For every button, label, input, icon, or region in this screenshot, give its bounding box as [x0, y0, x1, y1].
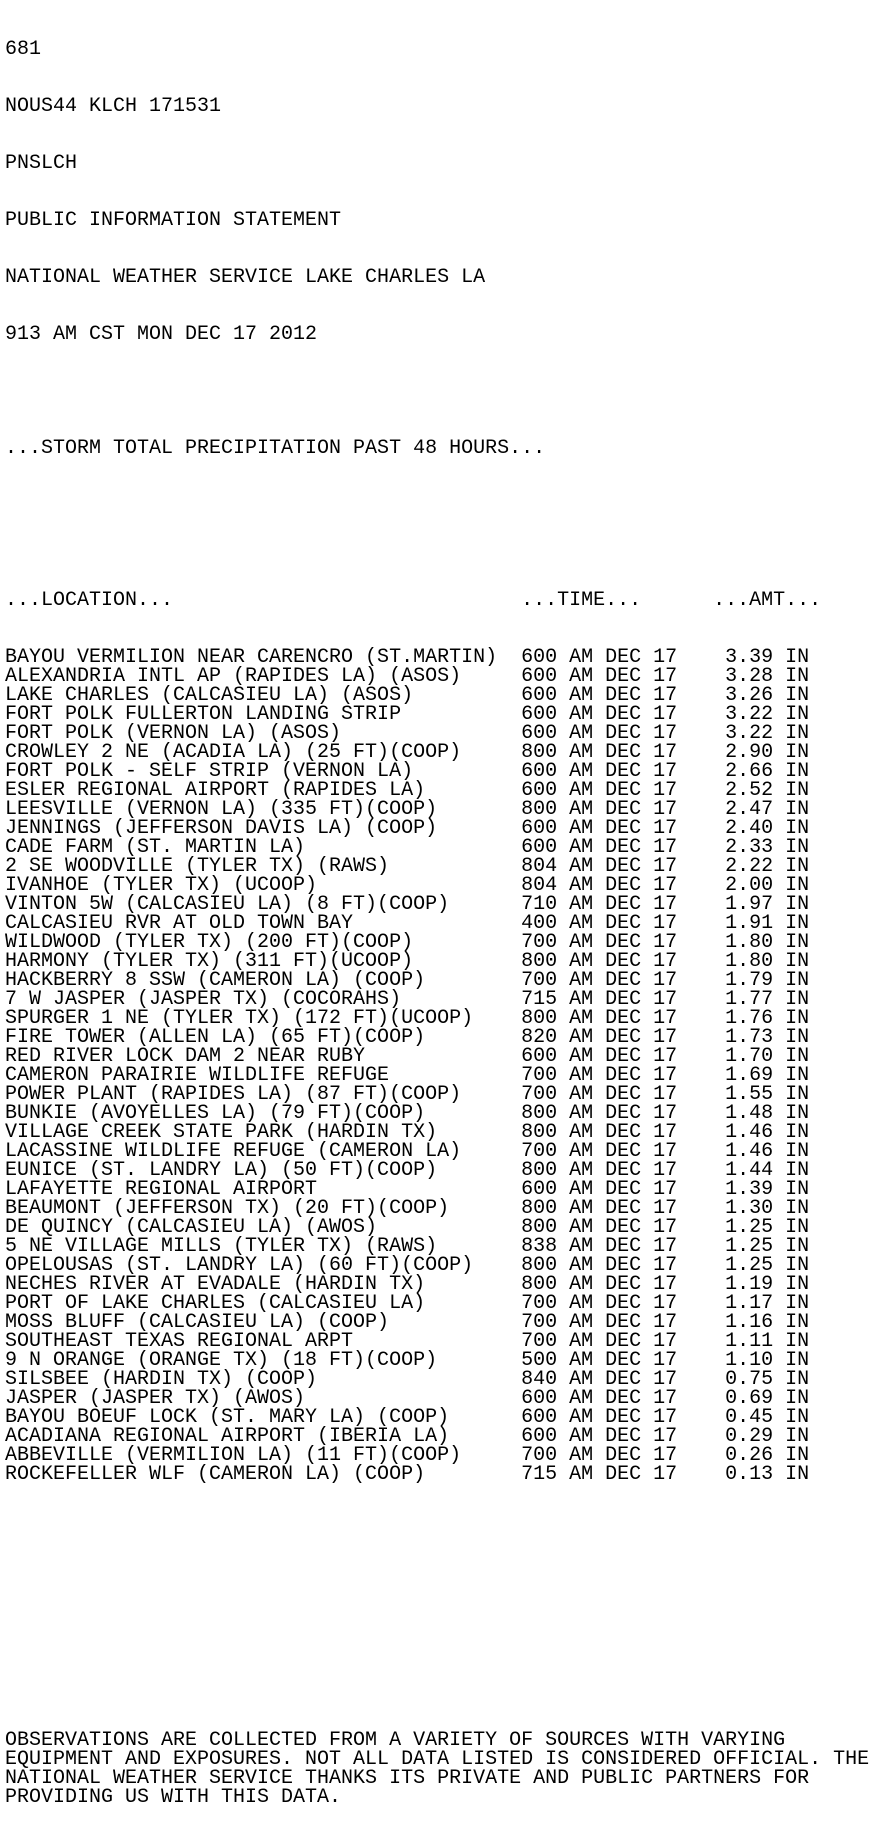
table-header-row — [5, 591, 873, 610]
awips-id: PNSLCH — [5, 152, 78, 175]
location-cell: JASPER (JASPER TX) (AWOS) — [5, 1387, 306, 1410]
disclaimer-line: OBSERVATIONS ARE COLLECTED FROM A VARIETY OF SOURCES WITH VARYING — [5, 1729, 786, 1752]
location-cell: BUNKIE (AVOYELLES LA) (79 FT)(COOP) — [5, 1102, 426, 1125]
spacer — [5, 1560, 873, 1579]
product-id: 681 — [5, 38, 42, 61]
location-cell: LAFAYETTE REGIONAL AIRPORT — [5, 1178, 318, 1201]
spacer — [5, 1674, 873, 1693]
location-cell: LACASSINE WILDLIFE REFUGE (CAMERON LA) — [5, 1140, 462, 1163]
amount-cell: 1.11 IN — [725, 1330, 810, 1353]
amount-cell: 2.22 IN — [725, 855, 810, 878]
time-cell: 840 AM DEC 17 — [521, 1368, 678, 1391]
disclaimer — [5, 1731, 873, 1807]
amount-cell: 2.00 IN — [725, 874, 810, 897]
amount-cell: 0.75 IN — [725, 1368, 810, 1391]
location-cell: SILSBEE (HARDIN TX) (COOP) — [5, 1368, 318, 1391]
disclaimer-line: EQUIPMENT AND EXPOSURES. NOT ALL DATA LISTED IS CONSIDERED OFFICIAL. THE — [5, 1748, 870, 1771]
time-cell: 804 AM DEC 17 — [521, 874, 678, 897]
amount-cell: 1.73 IN — [725, 1026, 810, 1049]
time-cell: 700 AM DEC 17 — [521, 1083, 678, 1106]
location-cell: ALEXANDRIA INTL AP (RAPIDES LA) (ASOS) — [5, 665, 462, 688]
location-cell: ROCKEFELLER WLF (CAMERON LA) (COOP) — [5, 1463, 426, 1486]
amount-cell: 2.90 IN — [725, 741, 810, 764]
section-title: ...STORM TOTAL PRECIPITATION PAST 48 HOURS... — [5, 437, 546, 460]
time-cell: 800 AM DEC 17 — [521, 1121, 678, 1144]
amount-cell: 1.79 IN — [725, 969, 810, 992]
amount-cell: 1.97 IN — [725, 893, 810, 916]
time-cell: 600 AM DEC 17 — [521, 1406, 678, 1429]
disclaimer-line: NATIONAL WEATHER SERVICE THANKS ITS PRIVATE AND PUBLIC PARTNERS FOR — [5, 1767, 810, 1790]
location-cell: BAYOU VERMILION NEAR CARENCRO (ST.MARTIN) — [5, 646, 498, 669]
amount-cell: 1.55 IN — [725, 1083, 810, 1106]
location-cell: 5 NE VILLAGE MILLS (TYLER TX) (RAWS) — [5, 1235, 438, 1258]
amount-cell: 1.46 IN — [725, 1140, 810, 1163]
location-cell: VINTON 5W (CALCASIEU LA) (8 FT)(COOP) — [5, 893, 450, 916]
amount-cell: 1.69 IN — [725, 1064, 810, 1087]
location-cell: CAMERON PARAIRIE WILDLIFE REFUGE — [5, 1064, 390, 1087]
time-cell: 600 AM DEC 17 — [521, 703, 678, 726]
amount-cell: 1.80 IN — [725, 931, 810, 954]
product-title: PUBLIC INFORMATION STATEMENT — [5, 209, 342, 232]
time-cell: 600 AM DEC 17 — [521, 760, 678, 783]
time-cell: 800 AM DEC 17 — [521, 798, 678, 821]
location-cell: ACADIANA REGIONAL AIRPORT (IBERIA LA) — [5, 1425, 450, 1448]
time-cell: 700 AM DEC 17 — [521, 1311, 678, 1334]
amount-cell: 1.77 IN — [725, 988, 810, 1011]
time-cell: 700 AM DEC 17 — [521, 1292, 678, 1315]
time-cell: 710 AM DEC 17 — [521, 893, 678, 916]
location-cell: POWER PLANT (RAPIDES LA) (87 FT)(COOP) — [5, 1083, 462, 1106]
amount-cell: 1.16 IN — [725, 1311, 810, 1334]
location-cell: IVANHOE (TYLER TX) (UCOOP) — [5, 874, 318, 897]
amount-cell: 1.39 IN — [725, 1178, 810, 1201]
location-cell: BEAUMONT (JEFFERSON TX) (20 FT)(COOP) — [5, 1197, 450, 1220]
column-header-amount: ...AMT... — [713, 589, 822, 612]
time-cell: 600 AM DEC 17 — [521, 1425, 678, 1448]
time-cell: 838 AM DEC 17 — [521, 1235, 678, 1258]
location-cell: WILDWOOD (TYLER TX) (200 FT)(COOP) — [5, 931, 414, 954]
amount-cell: 1.19 IN — [725, 1273, 810, 1296]
amount-cell: 3.22 IN — [725, 722, 810, 745]
time-cell: 600 AM DEC 17 — [521, 1387, 678, 1410]
amount-cell: 1.80 IN — [725, 950, 810, 973]
amount-cell: 3.26 IN — [725, 684, 810, 707]
location-cell: SPURGER 1 NE (TYLER TX) (172 FT)(UCOOP) — [5, 1007, 474, 1030]
issuing-office: NATIONAL WEATHER SERVICE LAKE CHARLES LA — [5, 266, 486, 289]
location-cell: FORT POLK FULLERTON LANDING STRIP — [5, 703, 402, 726]
time-cell: 400 AM DEC 17 — [521, 912, 678, 935]
location-cell: ESLER REGIONAL AIRPORT (RAPIDES LA) — [5, 779, 426, 802]
time-cell: 820 AM DEC 17 — [521, 1026, 678, 1049]
time-cell: 600 AM DEC 17 — [521, 817, 678, 840]
column-header-time: ...TIME... — [521, 589, 642, 612]
time-cell: 700 AM DEC 17 — [521, 1444, 678, 1467]
time-cell: 600 AM DEC 17 — [521, 779, 678, 802]
spacer — [5, 382, 873, 401]
location-cell: 2 SE WOODVILLE (TYLER TX) (RAWS) — [5, 855, 390, 878]
time-cell: 800 AM DEC 17 — [521, 950, 678, 973]
time-cell: 804 AM DEC 17 — [521, 855, 678, 878]
amount-cell: 2.33 IN — [725, 836, 810, 859]
amount-cell: 0.45 IN — [725, 1406, 810, 1429]
location-cell: DE QUINCY (CALCASIEU LA) (AWOS) — [5, 1216, 378, 1239]
location-cell: EUNICE (ST. LANDRY LA) (50 FT)(COOP) — [5, 1159, 438, 1182]
amount-cell: 3.28 IN — [725, 665, 810, 688]
issue-time: 913 AM CST MON DEC 17 2012 — [5, 323, 318, 346]
time-cell: 600 AM DEC 17 — [521, 684, 678, 707]
time-cell: 800 AM DEC 17 — [521, 1159, 678, 1182]
location-cell: OPELOUSAS (ST. LANDRY LA) (60 FT)(COOP) — [5, 1254, 474, 1277]
time-cell: 600 AM DEC 17 — [521, 665, 678, 688]
amount-cell: 0.13 IN — [725, 1463, 810, 1486]
column-header-location: ...LOCATION... — [5, 589, 174, 612]
amount-cell: 2.40 IN — [725, 817, 810, 840]
amount-cell: 1.25 IN — [725, 1254, 810, 1277]
time-cell: 800 AM DEC 17 — [521, 1273, 678, 1296]
amount-cell: 1.91 IN — [725, 912, 810, 935]
amount-cell: 1.48 IN — [725, 1102, 810, 1125]
location-cell: HACKBERRY 8 SSW (CAMERON LA) (COOP) — [5, 969, 426, 992]
time-cell: 600 AM DEC 17 — [521, 646, 678, 669]
amount-cell: 1.25 IN — [725, 1235, 810, 1258]
location-cell: SOUTHEAST TEXAS REGIONAL ARPT — [5, 1330, 354, 1353]
time-cell: 700 AM DEC 17 — [521, 1330, 678, 1353]
location-cell: BAYOU BOEUF LOCK (ST. MARY LA) (COOP) — [5, 1406, 450, 1429]
location-cell: CROWLEY 2 NE (ACADIA LA) (25 FT)(COOP) — [5, 741, 462, 764]
location-cell: MOSS BLUFF (CALCASIEU LA) (COOP) — [5, 1311, 390, 1334]
time-cell: 600 AM DEC 17 — [521, 1045, 678, 1068]
location-cell: FIRE TOWER (ALLEN LA) (65 FT)(COOP) — [5, 1026, 426, 1049]
location-cell: 7 W JASPER (JASPER TX) (COCORAHS) — [5, 988, 402, 1011]
amount-cell: 0.29 IN — [725, 1425, 810, 1448]
time-cell: 500 AM DEC 17 — [521, 1349, 678, 1372]
time-cell: 600 AM DEC 17 — [521, 836, 678, 859]
spacer — [5, 1617, 873, 1636]
time-cell: 600 AM DEC 17 — [521, 722, 678, 745]
spacer — [5, 496, 873, 515]
amount-cell: 1.10 IN — [725, 1349, 810, 1372]
location-cell: CADE FARM (ST. MARTIN LA) — [5, 836, 306, 859]
location-cell: ABBEVILLE (VERMILION LA) (11 FT)(COOP) — [5, 1444, 462, 1467]
amount-cell: 0.26 IN — [725, 1444, 810, 1467]
time-cell: 715 AM DEC 17 — [521, 988, 678, 1011]
table-body — [5, 648, 873, 1484]
time-cell: 800 AM DEC 17 — [521, 741, 678, 764]
location-cell: LAKE CHARLES (CALCASIEU LA) (ASOS) — [5, 684, 414, 707]
disclaimer-line: PROVIDING US WITH THIS DATA. — [5, 1786, 342, 1809]
amount-cell: 3.39 IN — [725, 646, 810, 669]
location-cell: NECHES RIVER AT EVADALE (HARDIN TX) — [5, 1273, 426, 1296]
location-cell: FORT POLK (VERNON LA) (ASOS) — [5, 722, 342, 745]
amount-cell: 1.46 IN — [725, 1121, 810, 1144]
location-cell: 9 N ORANGE (ORANGE TX) (18 FT)(COOP) — [5, 1349, 438, 1372]
table-row — [5, 1465, 873, 1484]
amount-cell: 1.70 IN — [725, 1045, 810, 1068]
time-cell: 600 AM DEC 17 — [521, 1178, 678, 1201]
amount-cell: 1.17 IN — [725, 1292, 810, 1315]
amount-cell: 3.22 IN — [725, 703, 810, 726]
amount-cell: 0.69 IN — [725, 1387, 810, 1410]
location-cell: LEESVILLE (VERNON LA) (335 FT)(COOP) — [5, 798, 438, 821]
amount-cell: 2.47 IN — [725, 798, 810, 821]
time-cell: 700 AM DEC 17 — [521, 969, 678, 992]
time-cell: 800 AM DEC 17 — [521, 1216, 678, 1239]
time-cell: 800 AM DEC 17 — [521, 1007, 678, 1030]
time-cell: 800 AM DEC 17 — [521, 1102, 678, 1125]
amount-cell: 1.44 IN — [725, 1159, 810, 1182]
amount-cell: 2.52 IN — [725, 779, 810, 802]
location-cell: RED RIVER LOCK DAM 2 NEAR RUBY — [5, 1045, 366, 1068]
amount-cell: 1.25 IN — [725, 1216, 810, 1239]
time-cell: 700 AM DEC 17 — [521, 1140, 678, 1163]
location-cell: HARMONY (TYLER TX) (311 FT)(UCOOP) — [5, 950, 414, 973]
precipitation-table — [5, 553, 873, 1522]
amount-cell: 1.76 IN — [725, 1007, 810, 1030]
time-cell: 700 AM DEC 17 — [521, 931, 678, 954]
time-cell: 715 AM DEC 17 — [521, 1463, 678, 1486]
time-cell: 800 AM DEC 17 — [521, 1254, 678, 1277]
location-cell: CALCASIEU RVR AT OLD TOWN BAY — [5, 912, 354, 935]
location-cell: PORT OF LAKE CHARLES (CALCASIEU LA) — [5, 1292, 426, 1315]
amount-cell: 2.66 IN — [725, 760, 810, 783]
location-cell: FORT POLK - SELF STRIP (VERNON LA) — [5, 760, 414, 783]
location-cell: JENNINGS (JEFFERSON DAVIS LA) (COOP) — [5, 817, 438, 840]
wmo-header: NOUS44 KLCH 171531 — [5, 95, 222, 118]
time-cell: 800 AM DEC 17 — [521, 1197, 678, 1220]
location-cell: VILLAGE CREEK STATE PARK (HARDIN TX) — [5, 1121, 438, 1144]
amount-cell: 1.30 IN — [725, 1197, 810, 1220]
time-cell: 700 AM DEC 17 — [521, 1064, 678, 1087]
